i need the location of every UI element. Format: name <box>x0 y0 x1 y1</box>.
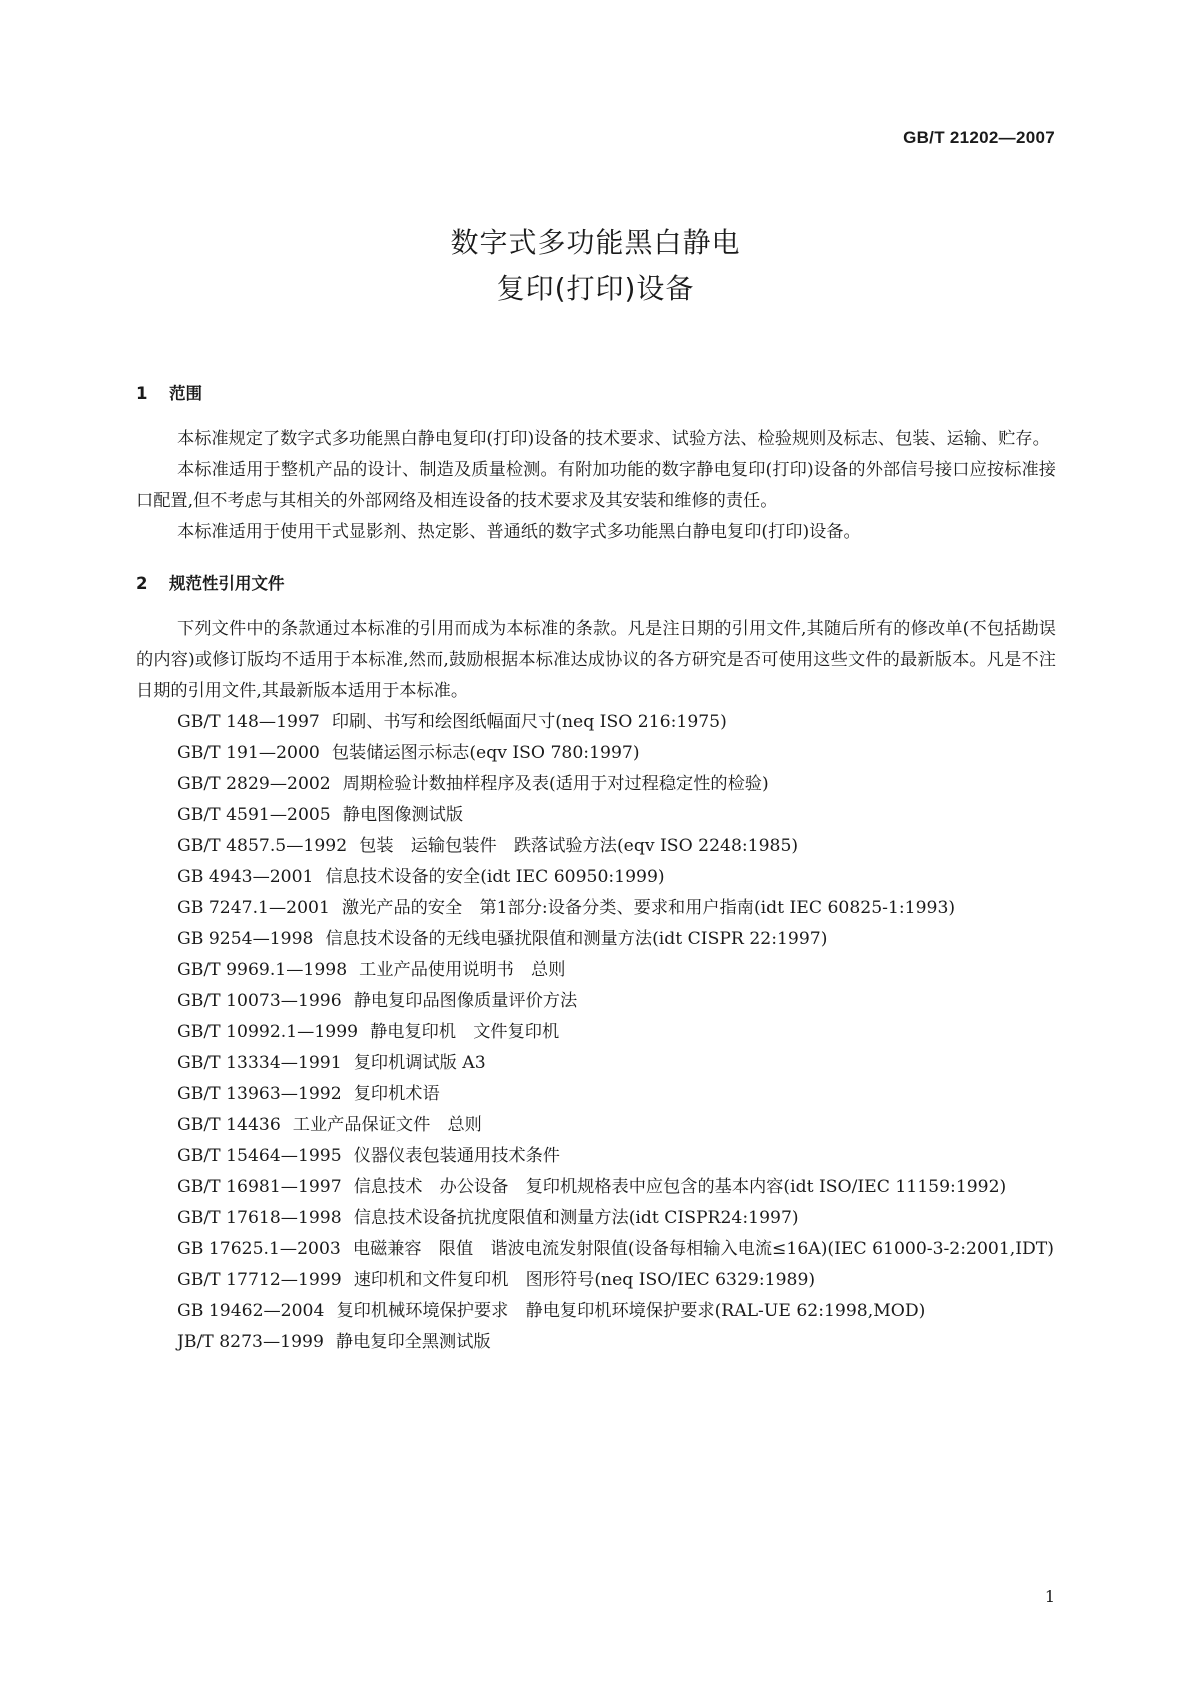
reference-code: GB/T 4857.5—1992 <box>177 836 348 856</box>
reference-title: 静电复印品图像质量评价方法 <box>353 991 578 1011</box>
reference-title: 包装储运图示标志(eqv ISO 780:1997) <box>331 743 640 763</box>
reference-item <box>136 707 1056 738</box>
reference-title: 信息技术设备的无线电骚扰限值和测量方法(idt CISPR 22:1997) <box>325 929 828 949</box>
reference-item <box>136 738 1056 769</box>
reference-item <box>136 1327 1056 1358</box>
reference-code: GB/T 191—2000 <box>177 743 320 763</box>
reference-title: 静电复印全黑测试版 <box>335 1332 491 1352</box>
reference-title: 电磁兼容 限值 谐波电流发射限值(设备每相输入电流≤16A)(IEC 61000-3-2:2001,IDT) <box>352 1239 1054 1259</box>
reference-title: 工业产品保证文件 总则 <box>292 1115 482 1135</box>
document-body <box>136 370 1056 1358</box>
reference-item <box>136 1079 1056 1110</box>
reference-item <box>136 1172 1056 1203</box>
reference-item <box>136 800 1056 831</box>
reference-list <box>136 707 1056 1358</box>
reference-item <box>136 1048 1056 1079</box>
document-title <box>0 220 1191 312</box>
reference-item <box>136 831 1056 862</box>
title-line-1: 数字式多功能黑白静电 <box>450 226 741 259</box>
reference-title: 激光产品的安全 第1部分:设备分类、要求和用户指南(idt IEC 60825-1:1993) <box>341 898 956 918</box>
section-heading-normative-references <box>136 568 1056 599</box>
section-number: 2 <box>136 574 148 593</box>
reference-title: 速印机和文件复印机 图形符号(neq ISO/IEC 6329:1989) <box>353 1270 816 1290</box>
reference-code: GB/T 10073—1996 <box>177 991 342 1011</box>
page-number: 1 <box>1044 1587 1055 1606</box>
reference-code: GB 7247.1—2001 <box>177 898 330 918</box>
reference-title: 复印机调试版 A3 <box>353 1053 486 1073</box>
reference-item <box>136 769 1056 800</box>
reference-item <box>136 924 1056 955</box>
reference-code: GB/T 17618—1998 <box>177 1208 342 1228</box>
standard-code: GB/T 21202—2007 <box>903 128 1055 147</box>
reference-item <box>136 1265 1056 1296</box>
reference-code: GB/T 13334—1991 <box>177 1053 342 1073</box>
reference-code: GB/T 16981—1997 <box>177 1177 342 1197</box>
paragraph: 本标准适用于整机产品的设计、制造及质量检测。有附加功能的数字静电复印(打印)设备的外部信号接口应按标准接口配置,但不考虑与其相关的外部网络及相连设备的技术要求及其安装和维修的责任。 <box>136 460 1056 511</box>
reference-code: GB/T 2829—2002 <box>177 774 331 794</box>
reference-title: 工业产品使用说明书 总则 <box>359 960 566 980</box>
section-title: 规范性引用文件 <box>169 574 285 593</box>
reference-title: 信息技术设备抗扰度限值和测量方法(idt CISPR24:1997) <box>353 1208 799 1228</box>
reference-code: GB 4943—2001 <box>177 867 314 887</box>
section-heading-scope <box>136 378 1056 409</box>
reference-code: GB/T 4591—2005 <box>177 805 331 825</box>
reference-code: GB/T 9969.1—1998 <box>177 960 348 980</box>
section-number: 1 <box>136 384 148 403</box>
title-line-2: 复印(打印)设备 <box>496 272 695 305</box>
reference-code: JB/T 8273—1999 <box>177 1332 324 1352</box>
reference-title: 静电复印机 文件复印机 <box>370 1022 560 1042</box>
reference-item <box>136 1234 1056 1265</box>
section-title: 范围 <box>169 384 202 403</box>
reference-code: GB/T 13963—1992 <box>177 1084 342 1104</box>
reference-item <box>136 1110 1056 1141</box>
reference-title: 仪器仪表包装通用技术条件 <box>353 1146 560 1166</box>
reference-title: 信息技术 办公设备 复印机规格表中应包含的基本内容(idt ISO/IEC 11159:1992) <box>353 1177 1007 1197</box>
reference-code: GB 19462—2004 <box>177 1301 325 1321</box>
reference-title: 印刷、书写和绘图纸幅面尺寸(neq ISO 216:1975) <box>331 712 727 732</box>
reference-title: 静电图像测试版 <box>342 805 464 825</box>
paragraph: 下列文件中的条款通过本标准的引用而成为本标准的条款。凡是注日期的引用文件,其随后所有的修改单(不包括勘误的内容)或修订版均不适用于本标准,然而,鼓励根据本标准达成协议的各方研究是否可使用这些文件的最新版本。凡是不注日期的引用文件,其最新版本适用于本标准。 <box>136 619 1056 701</box>
paragraph: 本标准规定了数字式多功能黑白静电复印(打印)设备的技术要求、试验方法、检验规则及标志、包装、运输、贮存。 <box>177 429 1050 449</box>
reference-item <box>136 862 1056 893</box>
reference-code: GB/T 14436 <box>177 1115 281 1135</box>
reference-item <box>136 893 1056 924</box>
reference-title: 复印机术语 <box>353 1084 440 1104</box>
reference-title: 包装 运输包装件 跌落试验方法(eqv ISO 2248:1985) <box>359 836 799 856</box>
reference-item <box>136 1017 1056 1048</box>
reference-item <box>136 1141 1056 1172</box>
reference-title: 复印机械环境保护要求 静电复印机环境保护要求(RAL-UE 62:1998,MOD) <box>336 1301 926 1321</box>
reference-item <box>136 955 1056 986</box>
reference-item <box>136 1203 1056 1234</box>
reference-code: GB 9254—1998 <box>177 929 314 949</box>
reference-code: GB/T 15464—1995 <box>177 1146 342 1166</box>
paragraph: 本标准适用于使用干式显影剂、热定影、普通纸的数字式多功能黑白静电复印(打印)设备。 <box>177 522 861 542</box>
reference-title: 周期检验计数抽样程序及表(适用于对过程稳定性的检验) <box>342 774 769 794</box>
reference-code: GB/T 10992.1—1999 <box>177 1022 359 1042</box>
reference-item <box>136 1296 1056 1327</box>
reference-item <box>136 986 1056 1017</box>
reference-code: GB/T 148—1997 <box>177 712 320 732</box>
reference-code: GB/T 17712—1999 <box>177 1270 342 1290</box>
reference-code: GB 17625.1—2003 <box>177 1239 341 1259</box>
reference-title: 信息技术设备的安全(idt IEC 60950:1999) <box>325 867 665 887</box>
